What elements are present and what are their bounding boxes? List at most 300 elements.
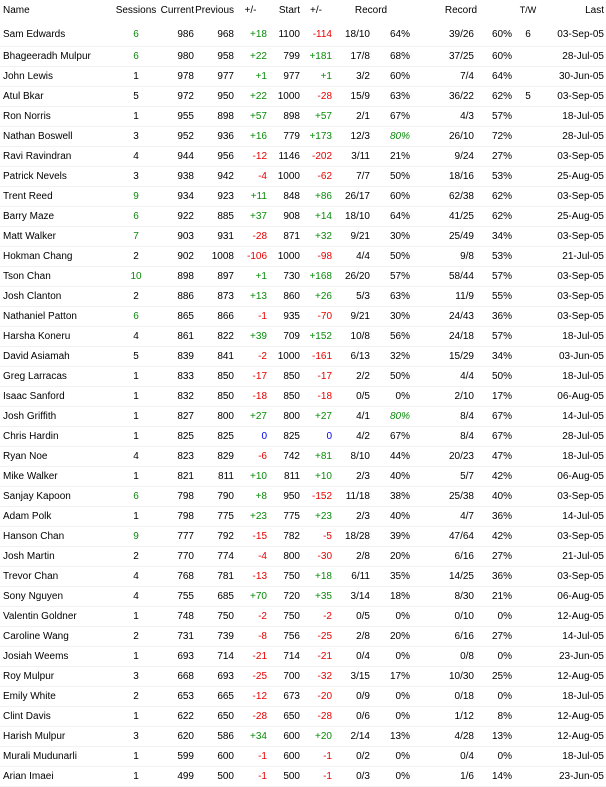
previous-rating-cell: 897 [194,266,234,286]
win-pct-cell: 50% [370,166,410,186]
table-row[interactable] [0,546,606,566]
record-cell: 0/4 [332,646,370,666]
table-row[interactable] [0,706,606,726]
delta-previous-cell: +22 [234,86,267,106]
start-rating-cell: 871 [267,226,300,246]
previous-rating-cell: 775 [194,506,234,526]
sessions-cell: 4 [115,446,157,466]
win-pct-cell: 40% [370,506,410,526]
tw-cell [512,186,544,206]
record-cell: 15/9 [332,86,370,106]
table-row[interactable] [0,206,606,226]
previous-rating-cell: 850 [194,386,234,406]
sessions-cell: 2 [115,246,157,266]
sessions-cell: 1 [115,426,157,446]
start-rating-cell: 1100 [267,24,300,46]
win-pct-total-cell: 27% [474,626,512,646]
table-row[interactable] [0,506,606,526]
win-pct-cell: 30% [370,226,410,246]
win-pct-total-cell: 64% [474,66,512,86]
win-pct-cell: 56% [370,326,410,346]
table-row[interactable] [0,286,606,306]
delta-previous-cell: +57 [234,106,267,126]
tw-cell [512,466,544,486]
record-cell: 4/2 [332,426,370,446]
record-total-cell: 10/30 [410,666,474,686]
previous-rating-cell: 958 [194,46,234,66]
table-row[interactable] [0,306,606,326]
record-total-cell: 4/7 [410,506,474,526]
sessions-cell: 6 [115,206,157,226]
header-sessions[interactable]: Sessions [115,5,157,16]
record-total-cell: 26/10 [410,126,474,146]
delta-start-cell: -21 [300,646,332,666]
delta-previous-cell: -2 [234,606,267,626]
record-total-cell: 24/43 [410,306,474,326]
delta-start-cell: -98 [300,246,332,266]
start-rating-cell: 650 [267,706,300,726]
start-rating-cell: 779 [267,126,300,146]
record-cell: 3/11 [332,146,370,166]
record-cell: 8/10 [332,446,370,466]
win-pct-total-cell: 42% [474,466,512,486]
sessions-cell: 6 [115,46,157,66]
sessions-cell: 4 [115,146,157,166]
win-pct-total-cell: 36% [474,566,512,586]
current-rating-cell: 980 [157,46,194,66]
previous-rating-cell: 790 [194,486,234,506]
current-rating-cell: 934 [157,186,194,206]
start-rating-cell: 750 [267,566,300,586]
previous-rating-cell: 800 [194,406,234,426]
delta-start-cell: +32 [300,226,332,246]
table-row[interactable] [0,686,606,706]
sessions-cell: 5 [115,86,157,106]
delta-start-cell: -70 [300,306,332,326]
delta-start-cell: -114 [300,24,332,46]
delta-start-cell: -161 [300,346,332,366]
record-cell: 2/3 [332,506,370,526]
tw-cell [512,66,544,86]
record-total-cell: 9/24 [410,146,474,166]
record-cell: 26/20 [332,266,370,286]
player-name: David Asiamah [0,346,115,366]
previous-rating-cell: 825 [194,426,234,446]
player-name: Matt Walker [0,226,115,246]
record-total-cell: 8/4 [410,406,474,426]
delta-start-cell: -30 [300,546,332,566]
delta-previous-cell: 0 [234,426,267,446]
record-cell: 2/1 [332,106,370,126]
delta-start-cell: +14 [300,206,332,226]
player-name: Josh Griffith [0,406,115,426]
table-row[interactable] [0,66,606,86]
table-row[interactable] [0,566,606,586]
delta-previous-cell: +1 [234,266,267,286]
start-rating-cell: 935 [267,306,300,326]
last-played-cell: 12-Aug-05 [544,666,606,686]
table-row[interactable] [0,126,606,146]
win-pct-total-cell: 67% [474,406,512,426]
current-rating-cell: 748 [157,606,194,626]
sessions-cell: 3 [115,126,157,146]
win-pct-total-cell: 14% [474,766,512,786]
player-name: Murali Mudunarli [0,746,115,766]
record-cell: 2/3 [332,466,370,486]
record-total-cell: 20/23 [410,446,474,466]
delta-previous-cell: -2 [234,346,267,366]
current-rating-cell: 823 [157,446,194,466]
delta-start-cell: +81 [300,446,332,466]
win-pct-cell: 0% [370,686,410,706]
previous-rating-cell: 811 [194,466,234,486]
record-total-cell: 15/29 [410,346,474,366]
table-row[interactable] [0,166,606,186]
tw-cell: 6 [512,24,544,46]
sessions-cell: 1 [115,646,157,666]
record-cell: 6/13 [332,346,370,366]
win-pct-cell: 63% [370,286,410,306]
table-row[interactable] [0,486,606,506]
record-total-cell: 41/25 [410,206,474,226]
delta-previous-cell: -1 [234,306,267,326]
table-row[interactable] [0,46,606,66]
win-pct-cell: 32% [370,346,410,366]
sessions-cell: 1 [115,746,157,766]
table-row[interactable] [0,746,606,766]
delta-start-cell: +152 [300,326,332,346]
delta-start-cell: +23 [300,506,332,526]
delta-start-cell: -202 [300,146,332,166]
start-rating-cell: 714 [267,646,300,666]
player-name: Nathaniel Patton [0,306,115,326]
table-row[interactable] [0,226,606,246]
tw-cell [512,606,544,626]
last-played-cell: 25-Aug-05 [544,206,606,226]
table-row[interactable] [0,24,606,46]
last-played-cell: 28-Jul-05 [544,46,606,66]
record-total-cell: 18/16 [410,166,474,186]
table-row[interactable] [0,606,606,626]
player-name: Greg Larracas [0,366,115,386]
header-start[interactable]: Start [278,5,300,16]
table-row[interactable] [0,86,606,106]
table-row[interactable] [0,186,606,206]
win-pct-total-cell: 57% [474,326,512,346]
current-rating-cell: 922 [157,206,194,226]
previous-rating-cell: 650 [194,706,234,726]
win-pct-total-cell: 0% [474,746,512,766]
win-pct-total-cell: 0% [474,646,512,666]
table-row[interactable] [0,406,606,426]
start-rating-cell: 850 [267,386,300,406]
win-pct-total-cell: 36% [474,506,512,526]
previous-rating-cell: 931 [194,226,234,246]
record-total-cell: 5/7 [410,466,474,486]
current-rating-cell: 938 [157,166,194,186]
delta-start-cell: +35 [300,586,332,606]
delta-previous-cell: +11 [234,186,267,206]
tw-cell [512,346,544,366]
header-delta-previous[interactable]: +/- [244,5,257,16]
win-pct-cell: 80% [370,406,410,426]
player-name: Harish Mulpur [0,726,115,746]
record-total-cell: 39/26 [410,24,474,46]
start-rating-cell: 600 [267,726,300,746]
record-cell: 12/3 [332,126,370,146]
header-tw[interactable]: T/W [519,5,537,15]
win-pct-cell: 20% [370,626,410,646]
start-rating-cell: 673 [267,686,300,706]
current-rating-cell: 599 [157,746,194,766]
sessions-cell: 2 [115,286,157,306]
record-cell: 9/21 [332,306,370,326]
player-name: Ron Norris [0,106,115,126]
start-rating-cell: 720 [267,586,300,606]
last-played-cell: 18-Jul-05 [544,746,606,766]
header-last[interactable]: Last [585,5,604,16]
record-cell: 2/8 [332,626,370,646]
current-rating-cell: 777 [157,526,194,546]
table-row[interactable] [0,266,606,286]
start-rating-cell: 775 [267,506,300,526]
last-played-cell: 03-Sep-05 [544,86,606,106]
record-cell: 3/14 [332,586,370,606]
record-total-cell: 47/64 [410,526,474,546]
win-pct-cell: 40% [370,466,410,486]
win-pct-cell: 63% [370,86,410,106]
record-total-cell: 4/4 [410,366,474,386]
header-record-total[interactable]: Record [444,5,478,16]
delta-previous-cell: +37 [234,206,267,226]
current-rating-cell: 653 [157,686,194,706]
win-pct-total-cell: 57% [474,106,512,126]
table-body [0,24,606,786]
header-delta-start[interactable]: +/- [310,5,322,16]
record-total-cell: 4/28 [410,726,474,746]
win-pct-total-cell: 34% [474,226,512,246]
tw-cell [512,366,544,386]
player-name: Josh Martin [0,546,115,566]
win-pct-cell: 35% [370,566,410,586]
player-name: Adam Polk [0,506,115,526]
current-rating-cell: 886 [157,286,194,306]
start-rating-cell: 860 [267,286,300,306]
start-rating-cell: 977 [267,66,300,86]
delta-start-cell: -1 [300,746,332,766]
table-row[interactable] [0,346,606,366]
tw-cell [512,266,544,286]
table-row[interactable] [0,106,606,126]
sessions-cell: 3 [115,666,157,686]
previous-rating-cell: 781 [194,566,234,586]
win-pct-cell: 30% [370,306,410,326]
delta-previous-cell: +13 [234,286,267,306]
last-played-cell: 12-Aug-05 [544,706,606,726]
current-rating-cell: 861 [157,326,194,346]
header-record[interactable]: Record [354,5,388,16]
last-played-cell: 03-Sep-05 [544,306,606,326]
last-played-cell: 03-Sep-05 [544,24,606,46]
delta-start-cell: -20 [300,686,332,706]
delta-previous-cell: -12 [234,146,267,166]
last-played-cell: 06-Aug-05 [544,386,606,406]
current-rating-cell: 693 [157,646,194,666]
table-row[interactable] [0,326,606,346]
current-rating-cell: 972 [157,86,194,106]
sessions-cell: 1 [115,606,157,626]
last-played-cell: 14-Jul-05 [544,406,606,426]
header-current[interactable]: Current [160,5,194,16]
sessions-cell: 5 [115,346,157,366]
record-total-cell: 2/10 [410,386,474,406]
table-row[interactable] [0,666,606,686]
sessions-cell: 1 [115,66,157,86]
previous-rating-cell: 685 [194,586,234,606]
record-cell: 6/11 [332,566,370,586]
table-row[interactable] [0,466,606,486]
current-rating-cell: 821 [157,466,194,486]
delta-start-cell: -32 [300,666,332,686]
delta-previous-cell: -8 [234,626,267,646]
win-pct-cell: 57% [370,266,410,286]
record-cell: 3/15 [332,666,370,686]
sessions-cell: 6 [115,306,157,326]
win-pct-cell: 0% [370,386,410,406]
delta-start-cell: -25 [300,626,332,646]
tw-cell [512,406,544,426]
start-rating-cell: 709 [267,326,300,346]
win-pct-total-cell: 13% [474,726,512,746]
tw-cell [512,226,544,246]
last-played-cell: 14-Jul-05 [544,626,606,646]
sessions-cell: 6 [115,24,157,46]
tw-cell [512,46,544,66]
record-total-cell: 8/30 [410,586,474,606]
win-pct-total-cell: 53% [474,166,512,186]
tw-cell [512,486,544,506]
delta-start-cell: -28 [300,706,332,726]
win-pct-total-cell: 40% [474,486,512,506]
record-cell: 7/7 [332,166,370,186]
table-row[interactable] [0,386,606,406]
player-name: Sanjay Kapoon [0,486,115,506]
player-name: Josh Clanton [0,286,115,306]
delta-previous-cell: -12 [234,686,267,706]
current-rating-cell: 832 [157,386,194,406]
delta-previous-cell: +70 [234,586,267,606]
last-played-cell: 23-Jun-05 [544,646,606,666]
table-row[interactable] [0,446,606,466]
win-pct-total-cell: 72% [474,126,512,146]
record-total-cell: 7/4 [410,66,474,86]
table-row[interactable] [0,426,606,446]
current-rating-cell: 865 [157,306,194,326]
last-played-cell: 03-Sep-05 [544,526,606,546]
delta-start-cell: +1 [300,66,332,86]
delta-previous-cell: -15 [234,526,267,546]
table-row[interactable] [0,766,606,786]
win-pct-total-cell: 60% [474,24,512,46]
win-pct-total-cell: 8% [474,706,512,726]
start-rating-cell: 850 [267,366,300,386]
table-row[interactable] [0,366,606,386]
previous-rating-cell: 750 [194,606,234,626]
record-total-cell: 11/9 [410,286,474,306]
record-total-cell: 0/8 [410,646,474,666]
tw-cell [512,166,544,186]
tw-cell [512,766,544,786]
win-pct-cell: 39% [370,526,410,546]
record-cell: 2/8 [332,546,370,566]
record-total-cell: 0/4 [410,746,474,766]
record-cell: 18/10 [332,24,370,46]
last-played-cell: 03-Sep-05 [544,226,606,246]
start-rating-cell: 1000 [267,346,300,366]
previous-rating-cell: 792 [194,526,234,546]
record-total-cell: 0/18 [410,686,474,706]
delta-previous-cell: -4 [234,546,267,566]
previous-rating-cell: 600 [194,746,234,766]
delta-previous-cell: +23 [234,506,267,526]
player-name: Trevor Chan [0,566,115,586]
win-pct-cell: 64% [370,24,410,46]
delta-start-cell: +57 [300,106,332,126]
current-rating-cell: 620 [157,726,194,746]
delta-previous-cell: +10 [234,466,267,486]
delta-start-cell: 0 [300,426,332,446]
record-cell: 0/9 [332,686,370,706]
tw-cell [512,146,544,166]
tw-cell [512,566,544,586]
table-row[interactable] [0,586,606,606]
player-name: Barry Maze [0,206,115,226]
player-name: Josiah Weems [0,646,115,666]
start-rating-cell: 908 [267,206,300,226]
table-row[interactable] [0,646,606,666]
start-rating-cell: 848 [267,186,300,206]
table-row[interactable] [0,526,606,546]
table-row[interactable] [0,726,606,746]
last-played-cell: 03-Sep-05 [544,566,606,586]
win-pct-total-cell: 34% [474,346,512,366]
win-pct-cell: 0% [370,606,410,626]
win-pct-cell: 20% [370,546,410,566]
record-cell: 3/2 [332,66,370,86]
previous-rating-cell: 898 [194,106,234,126]
win-pct-cell: 60% [370,186,410,206]
win-pct-cell: 0% [370,646,410,666]
start-rating-cell: 1000 [267,86,300,106]
table-row[interactable] [0,626,606,646]
player-name: Ravi Ravindran [0,146,115,166]
record-cell: 0/5 [332,606,370,626]
previous-rating-cell: 950 [194,86,234,106]
table-row[interactable] [0,246,606,266]
header-name[interactable]: Name [3,5,30,16]
player-name: Isaac Sanford [0,386,115,406]
current-rating-cell: 833 [157,366,194,386]
table-row[interactable] [0,146,606,166]
previous-rating-cell: 885 [194,206,234,226]
delta-previous-cell: -28 [234,226,267,246]
header-previous[interactable]: Previous [195,5,234,16]
last-played-cell: 18-Jul-05 [544,686,606,706]
previous-rating-cell: 968 [194,24,234,46]
record-total-cell: 1/12 [410,706,474,726]
sessions-cell: 4 [115,566,157,586]
tw-cell [512,626,544,646]
